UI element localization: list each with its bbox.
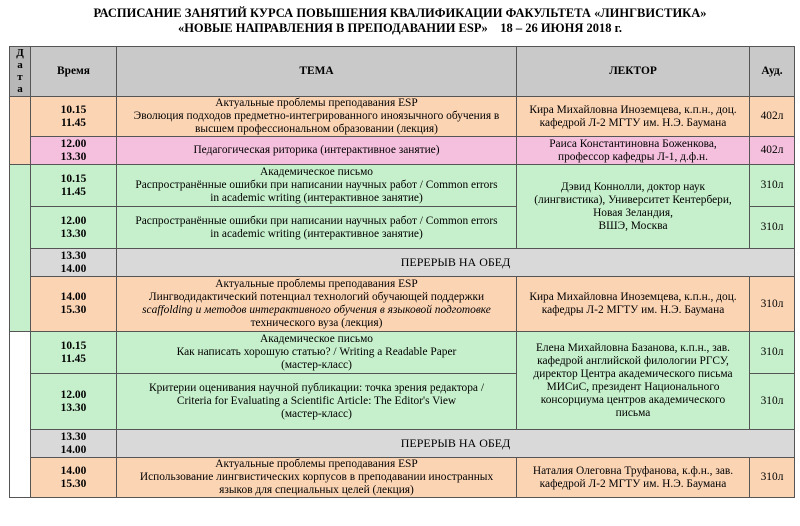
header-topic: ТЕМА [117,47,517,97]
time-cell: 12.00 13.30 [31,137,117,165]
room-cell: 310л [750,165,795,207]
time-cell: 10.15 11.45 [31,332,117,374]
header-room: Ауд. [750,47,795,97]
time-cell: 12.00 13.30 [31,207,117,249]
lecturer-cell: Кира Михайловна Иноземцева, к.п.н., доц. кафедрой Л-2 МГТУ им. Н.Э. Баумана [517,97,750,137]
room-cell: 402л [750,137,795,165]
break-cell: ПЕРЕРЫВ НА ОБЕД [117,430,795,458]
time-cell: 14.00 15.30 [31,277,117,332]
time-cell: 14.00 15.30 [31,458,117,498]
title-line-2: «НОВЫЕ НАПРАВЛЕНИЯ В ПРЕПОДАВАНИИ ESP» 18 – 26 ИЮНЯ 2018 г. [177,21,623,35]
schedule-table [9,46,795,498]
room-cell: 310л [750,332,795,374]
lecturer-cell-shared: Елена Михайловна Базанова, к.п.н., зав. кафедрой английской филологии РГСУ, директор Центра академического письма МИСиС, президент Национального консорциума центров академического письма [517,332,750,430]
time-cell: 10.15 11.45 [31,97,117,137]
day-cell-3 [10,332,31,498]
topic-cell: Педагогическая риторика (интерактивное занятие) [117,137,517,165]
page-title [0,0,800,40]
day-cell-1 [10,97,31,165]
time-cell: 10.15 11.45 [31,165,117,207]
lecturer-cell: Кира Михайловна Иноземцева, к.п.н., доц. кафедры Л-2 МГТУ им. Н.Э. Баумана [517,277,750,332]
time-cell: 13.30 14.00 [31,430,117,458]
table-row [10,249,795,277]
topic-cell: Актуальные проблемы преподавания ESP Использование лингвистических корпусов в преподавании иностранных языков для специальных целей (лекция) [117,458,517,498]
lecturer-cell-shared: Дэвид Коннолли, доктор наук (лингвистика), Университет Кентербери, Новая Зеландия, ВШЭ, Москва [517,165,750,249]
table-row [10,97,795,137]
topic-cell: Академическое письмо Как написать хорошую статью? / Writing a Readable Paper (мастер-класс) [117,332,517,374]
lecturer-cell: Наталия Олеговна Труфанова, к.ф.н., зав. кафедрой Л-2 МГТУ им. Н.Э. Баумана [517,458,750,498]
lecturer-cell: Раиса Константиновна Боженкова, профессор кафедры Л-1, д.ф.н. [517,137,750,165]
room-cell: 310л [750,374,795,430]
room-cell: 310л [750,207,795,249]
room-cell: 402л [750,97,795,137]
table-row [10,277,795,332]
break-cell: ПЕРЕРЫВ НА ОБЕД [117,249,795,277]
room-cell: 310л [750,458,795,498]
header-row [10,47,795,97]
table-row [10,430,795,458]
topic-cell: Актуальные проблемы преподавания ESP Лингводидактический потенциал технологий обучающей поддержки scaffolding и методов интерактивного обучения в языковой подготовке технического вуза (лекция) [117,277,517,332]
time-cell: 13.30 14.00 [31,249,117,277]
topic-cell: Распространённые ошибки при написании научных работ / Common errors in academic writing (интерактивное занятие) [117,207,517,249]
header-date: Д а т а [10,47,31,97]
header-time: Время [31,47,117,97]
day-cell-2 [10,165,31,332]
table-row [10,165,795,207]
topic-cell: Критерии оценивания научной публикации: точка зрения редактора / Criteria for Evaluating a Scientific Article: The Editor's View (мастер-класс) [117,374,517,430]
topic-cell: Академическое письмо Распространённые ошибки при написании научных работ / Common errors in academic writing (интерактивное занятие) [117,165,517,207]
time-cell: 12.00 13.30 [31,374,117,430]
room-cell: 310л [750,277,795,332]
header-lecturer: ЛЕКТОР [517,47,750,97]
table-row [10,137,795,165]
table-row [10,332,795,374]
table-row [10,458,795,498]
topic-cell: Актуальные проблемы преподавания ESP Эволюция подходов предметно-интегрированного иноязычного обучения в высшем профессиональном образовании (лекция) [117,97,517,137]
title-line-1: РАСПИСАНИЕ ЗАНЯТИЙ КУРСА ПОВЫШЕНИЯ КВАЛИФИКАЦИИ ФАКУЛЬТЕТА «ЛИНГВИСТИКА» [93,6,707,20]
